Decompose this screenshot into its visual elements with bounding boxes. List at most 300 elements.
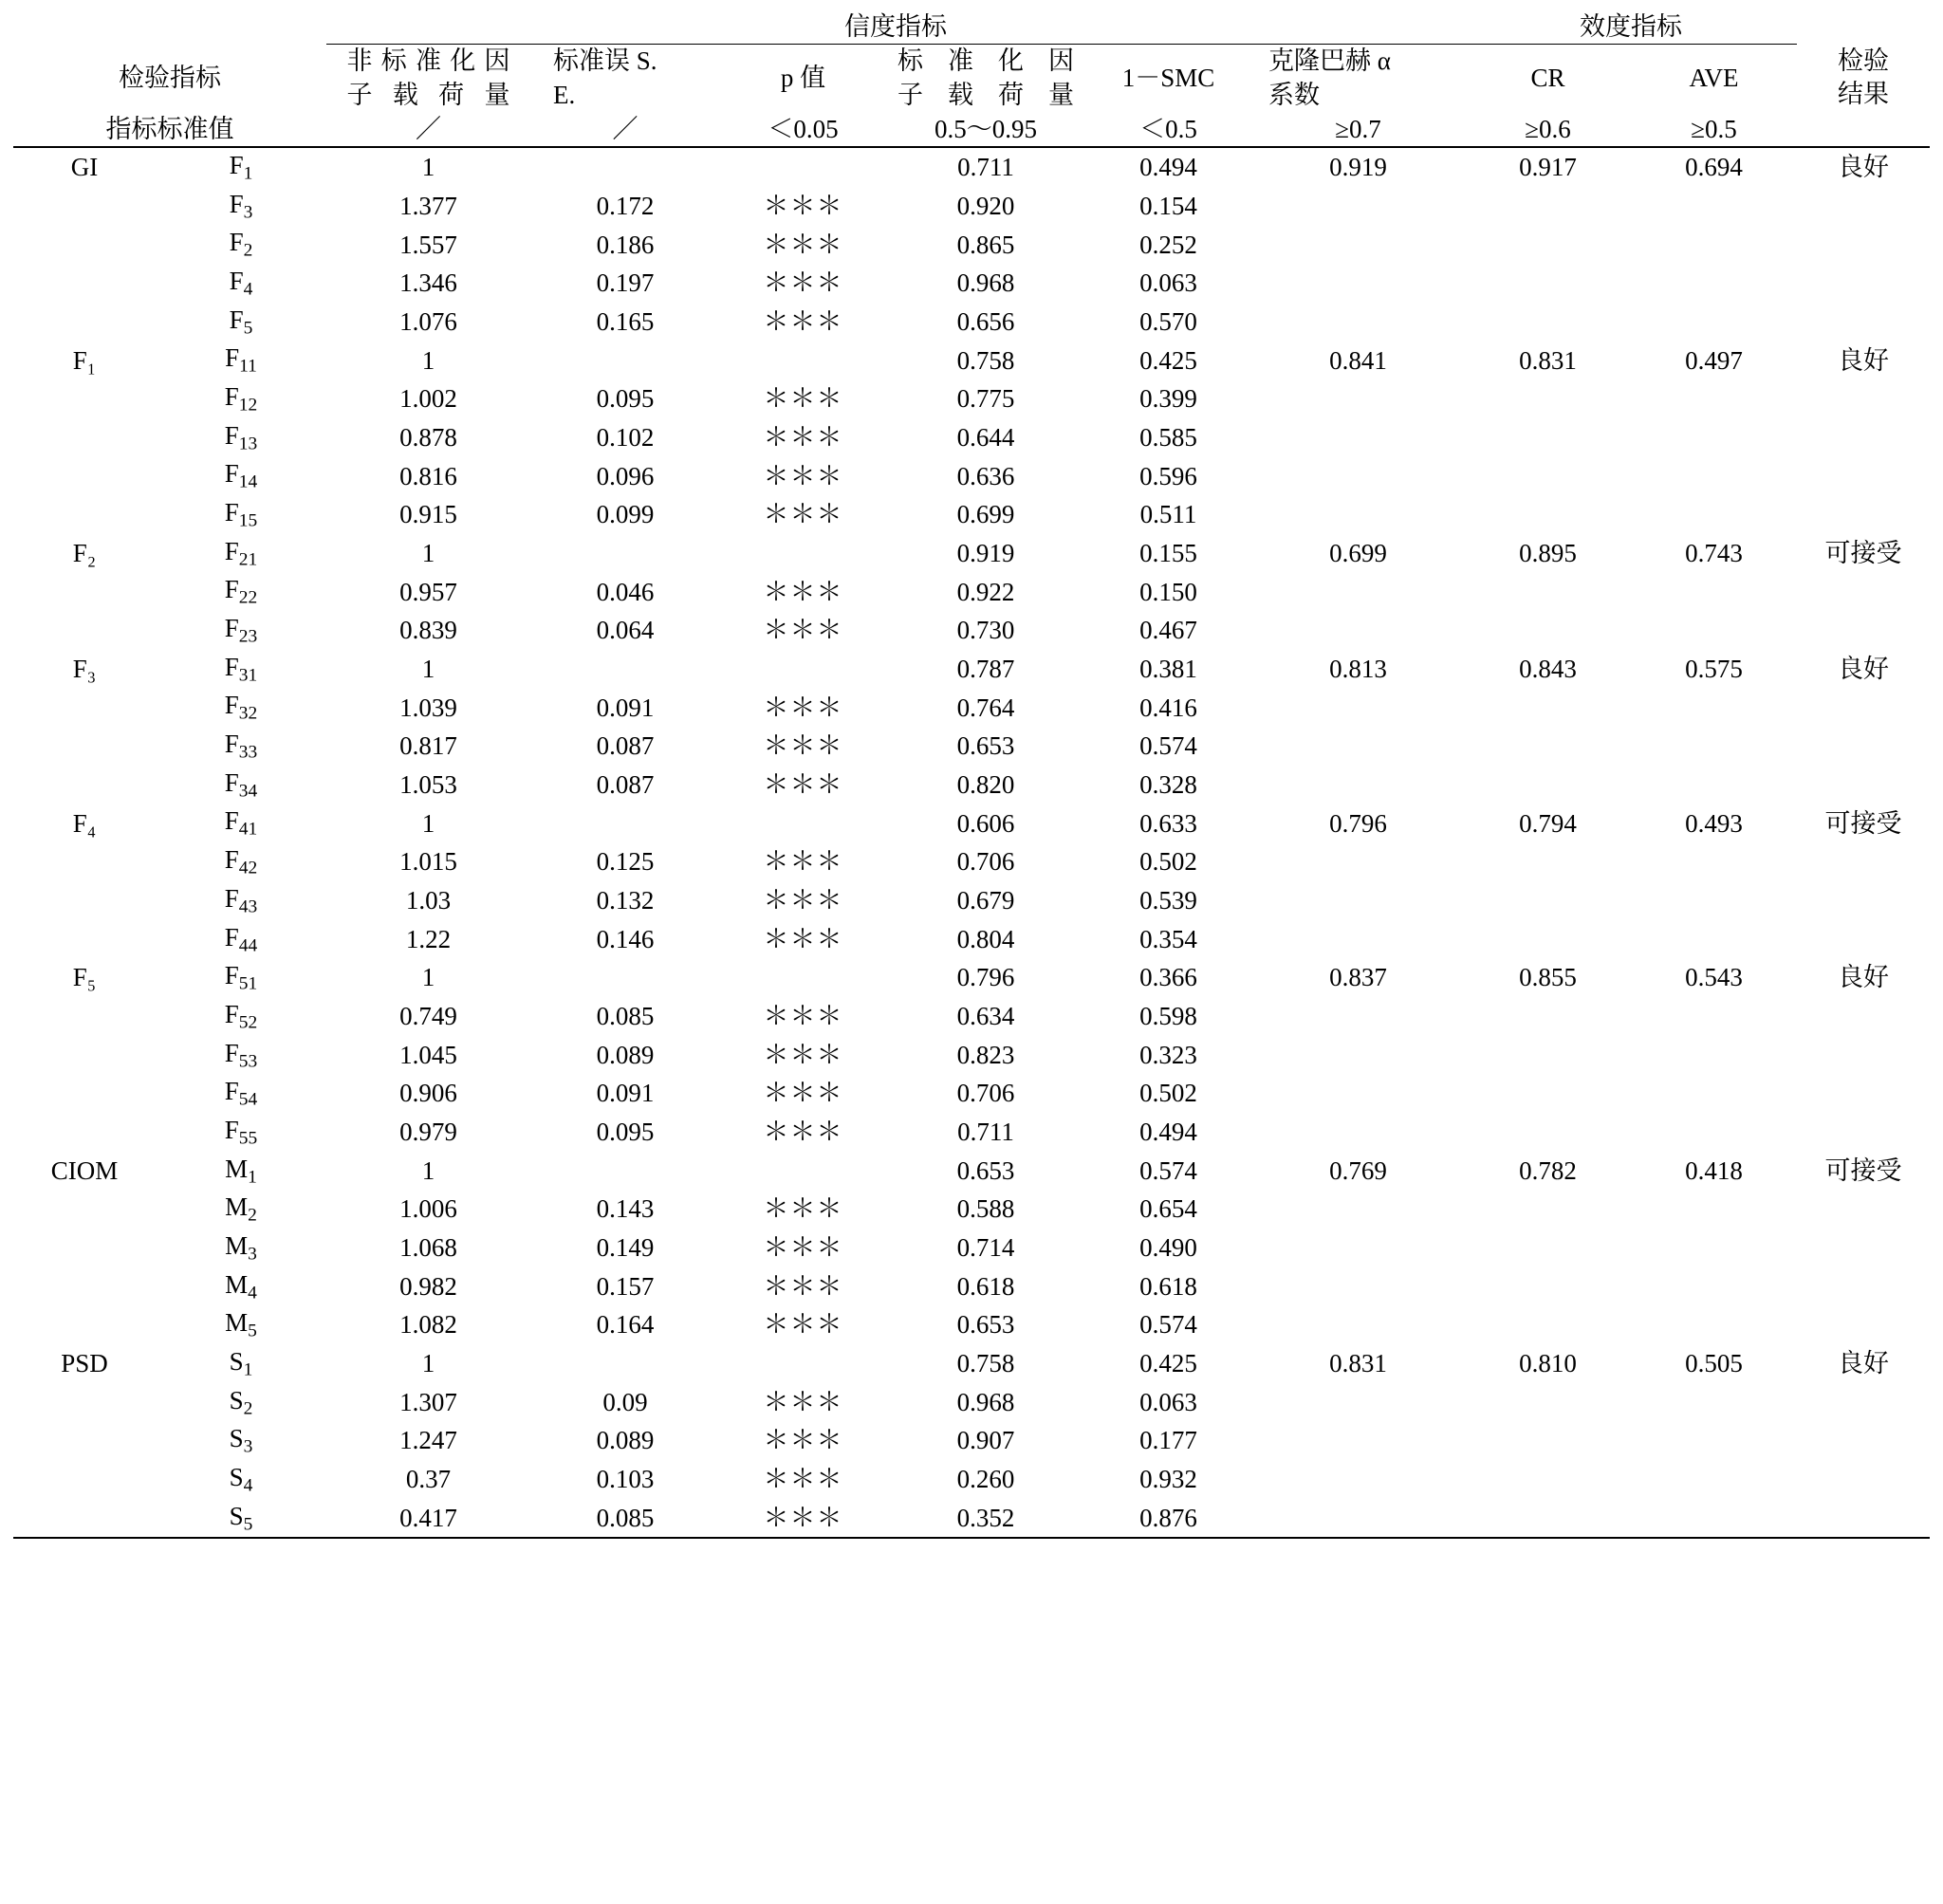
table-body <box>13 147 1930 1538</box>
row-alpha <box>1251 418 1465 457</box>
row-unstd-load: 1.053 <box>399 769 457 799</box>
row-unstd-load: 0.816 <box>399 461 457 490</box>
row-smc: 0.425 <box>1139 1349 1197 1377</box>
table-row <box>13 1344 1930 1383</box>
row-indicator-subscript: 13 <box>238 434 258 454</box>
column-header-std-load-line1: 标准化因 <box>897 46 1074 76</box>
row-pvalue: ＊＊＊ <box>763 306 843 336</box>
row-unstd-load: 1 <box>421 345 435 375</box>
row-category: CIOM <box>50 1155 119 1185</box>
row-ave <box>1631 766 1797 804</box>
validity-reliability-table <box>13 9 1930 1539</box>
table-row <box>13 456 1930 495</box>
row-pvalue: ＊＊＊ <box>763 1503 843 1532</box>
row-ave: 0.493 <box>1685 808 1743 838</box>
row-ave <box>1631 842 1797 881</box>
row-result <box>1797 495 1930 534</box>
table-row <box>13 727 1930 766</box>
row-unstd-load: 1 <box>421 538 435 567</box>
row-result <box>1797 418 1930 457</box>
row-alpha: 0.813 <box>1329 654 1387 683</box>
row-indicator-subscript: 33 <box>238 742 258 763</box>
row-indicator <box>156 495 326 534</box>
row-ave <box>1631 572 1797 611</box>
row-alpha: 0.841 <box>1329 345 1387 375</box>
row-pvalue: ＊＊＊ <box>763 1465 843 1494</box>
row-alpha <box>1251 495 1465 534</box>
row-indicator-subscript: 34 <box>238 781 258 802</box>
row-alpha <box>1251 881 1465 920</box>
row-ave <box>1631 1499 1797 1539</box>
row-ave <box>1631 1460 1797 1499</box>
row-smc: 0.416 <box>1139 693 1197 722</box>
row-indicator-base: F <box>224 498 239 527</box>
row-category <box>13 881 156 920</box>
row-cr <box>1465 572 1631 611</box>
row-ave <box>1631 1036 1797 1075</box>
row-indicator <box>156 727 326 766</box>
row-cr <box>1465 264 1631 303</box>
row-indicator-base: F <box>224 883 239 913</box>
row-unstd-load: 1.039 <box>399 693 457 722</box>
row-unstd-load: 1.03 <box>405 885 452 915</box>
row-indicator <box>156 187 326 226</box>
row-unstd-load: 0.878 <box>399 422 457 452</box>
row-alpha: 0.769 <box>1329 1155 1387 1185</box>
row-indicator-subscript: 1 <box>243 163 253 184</box>
row-indicator-base: F <box>224 999 239 1028</box>
row-indicator-subscript: 5 <box>248 1321 257 1341</box>
row-smc: 0.494 <box>1139 1117 1197 1146</box>
row-se: 0.143 <box>596 1194 655 1224</box>
row-std-load: 0.922 <box>956 577 1015 606</box>
row-std-load: 0.823 <box>956 1040 1015 1069</box>
row-cr <box>1465 920 1631 959</box>
row-smc: 0.618 <box>1139 1271 1197 1301</box>
column-header-unstd-load-line1: 非标准化因 <box>346 46 510 76</box>
column-header-se-line1: 标准误 S. <box>553 46 657 76</box>
table-row <box>13 1421 1930 1460</box>
row-indicator-base: F <box>229 305 244 334</box>
row-indicator-base: F <box>224 691 239 720</box>
row-alpha <box>1251 1036 1465 1075</box>
row-indicator <box>156 379 326 418</box>
row-std-load: 0.711 <box>957 1117 1014 1146</box>
table-row <box>13 264 1930 303</box>
row-smc: 0.876 <box>1139 1503 1197 1532</box>
row-alpha <box>1251 572 1465 611</box>
table-row <box>13 1460 1930 1499</box>
row-se: 0.089 <box>596 1426 655 1455</box>
row-pvalue: ＊＊＊ <box>763 924 843 953</box>
row-unstd-load: 0.37 <box>405 1465 452 1494</box>
column-header-alpha-line1: 克隆巴赫 α <box>1268 46 1391 76</box>
row-smc: 0.328 <box>1139 769 1197 799</box>
row-pvalue <box>720 534 886 573</box>
row-se: 0.197 <box>596 268 655 298</box>
row-alpha <box>1251 1421 1465 1460</box>
row-alpha: 0.796 <box>1329 808 1387 838</box>
row-indicator-subscript: 53 <box>238 1050 258 1071</box>
row-category <box>13 1190 156 1229</box>
row-ave: 0.543 <box>1685 963 1743 992</box>
row-ave: 0.497 <box>1685 345 1743 375</box>
row-alpha <box>1251 379 1465 418</box>
row-cr <box>1465 688 1631 727</box>
row-alpha <box>1251 1499 1465 1539</box>
row-category <box>13 572 156 611</box>
table-row <box>13 611 1930 650</box>
table-row <box>13 1383 1930 1422</box>
row-se: 0.091 <box>596 693 655 722</box>
row-indicator-subscript: 4 <box>243 1475 253 1496</box>
row-indicator-subscript: 1 <box>248 1166 257 1187</box>
row-category <box>13 1383 156 1422</box>
table-row <box>13 225 1930 264</box>
standard-value-unstd: ／ <box>416 114 441 143</box>
row-se <box>530 650 720 689</box>
row-cr <box>1465 1305 1631 1344</box>
row-alpha <box>1251 842 1465 881</box>
row-ave: 0.418 <box>1685 1155 1743 1185</box>
row-indicator-base: F <box>229 189 244 218</box>
row-smc: 0.494 <box>1139 153 1197 182</box>
row-result <box>1797 997 1930 1036</box>
row-category: PSD <box>61 1349 108 1377</box>
row-ave <box>1631 727 1797 766</box>
row-smc: 0.574 <box>1139 1155 1197 1185</box>
row-se <box>530 341 720 379</box>
table-row <box>13 842 1930 881</box>
row-ave: 0.743 <box>1685 538 1743 567</box>
row-indicator-subscript: 51 <box>238 973 258 994</box>
row-se: 0.099 <box>596 500 655 529</box>
row-indicator <box>156 804 326 842</box>
row-ave <box>1631 1305 1797 1344</box>
row-category <box>13 727 156 766</box>
column-header-se <box>530 45 720 112</box>
standard-value-smc: ＜0.5 <box>1139 114 1197 143</box>
row-indicator <box>156 1383 326 1422</box>
row-indicator-base: F <box>224 1038 239 1067</box>
row-unstd-load: 1.377 <box>399 191 457 220</box>
row-indicator <box>156 688 326 727</box>
table-row <box>13 147 1930 187</box>
row-indicator-base: F <box>229 267 244 296</box>
spacer-cell <box>1797 9 1930 45</box>
row-indicator-base: F <box>224 382 239 412</box>
row-cr <box>1465 881 1631 920</box>
table-row <box>13 534 1930 573</box>
row-alpha <box>1251 611 1465 650</box>
row-smc: 0.381 <box>1139 654 1197 683</box>
row-pvalue: ＊＊＊ <box>763 422 843 452</box>
group-header-validity: 效度指标 <box>1465 9 1797 45</box>
row-alpha <box>1251 264 1465 303</box>
row-ave: 0.575 <box>1685 654 1743 683</box>
row-indicator <box>156 1344 326 1383</box>
row-indicator-subscript: 32 <box>238 703 258 724</box>
column-header-alpha-line2: 系数 <box>1268 80 1320 109</box>
row-indicator-base: F <box>224 652 239 681</box>
row-result: 良好 <box>1838 1349 1889 1377</box>
row-std-load: 0.260 <box>956 1465 1015 1494</box>
row-se: 0.085 <box>596 1503 655 1532</box>
column-header-ave: AVE <box>1689 64 1739 93</box>
row-unstd-load: 0.417 <box>399 1503 457 1532</box>
row-cr <box>1465 1229 1631 1267</box>
row-ave <box>1631 881 1797 920</box>
row-alpha <box>1251 1229 1465 1267</box>
standard-value-alpha: ≥0.7 <box>1335 114 1381 143</box>
row-smc: 0.252 <box>1139 230 1197 259</box>
row-std-load: 0.764 <box>956 693 1015 722</box>
table-row <box>13 1190 1930 1229</box>
row-pvalue: ＊＊＊ <box>763 885 843 915</box>
row-pvalue: ＊＊＊ <box>763 1310 843 1340</box>
row-ave <box>1631 187 1797 226</box>
table-row <box>13 881 1930 920</box>
standard-value-se: ／ <box>612 114 638 143</box>
row-indicator-base: F <box>224 730 239 759</box>
row-std-load: 0.699 <box>956 500 1015 529</box>
row-pvalue: ＊＊＊ <box>763 1271 843 1301</box>
row-alpha: 0.919 <box>1329 153 1387 182</box>
row-indicator-base: S <box>229 1424 244 1453</box>
standard-value-ave: ≥0.5 <box>1691 114 1737 143</box>
row-category <box>13 1460 156 1499</box>
row-indicator <box>156 958 326 997</box>
row-pvalue: ＊＊＊ <box>763 693 843 722</box>
row-unstd-load: 1.346 <box>399 268 457 298</box>
row-se: 0.165 <box>596 306 655 336</box>
row-ave: 0.505 <box>1685 1349 1743 1377</box>
row-result: 可接受 <box>1824 538 1902 567</box>
row-unstd-load: 1 <box>421 654 435 683</box>
row-indicator-subscript: 54 <box>238 1089 258 1110</box>
row-se <box>530 1344 720 1383</box>
row-category <box>13 611 156 650</box>
row-result <box>1797 1267 1930 1306</box>
row-smc: 0.354 <box>1139 924 1197 953</box>
row-indicator-base: F <box>224 536 239 565</box>
row-result <box>1797 1460 1930 1499</box>
table-row <box>13 418 1930 457</box>
row-result: 良好 <box>1838 963 1889 992</box>
row-result <box>1797 766 1930 804</box>
row-smc: 0.467 <box>1139 616 1197 645</box>
column-header-alpha <box>1251 45 1465 112</box>
row-indicator <box>156 1074 326 1113</box>
row-alpha <box>1251 727 1465 766</box>
table-row <box>13 958 1930 997</box>
row-category <box>13 456 156 495</box>
row-category <box>13 303 156 342</box>
row-result <box>1797 303 1930 342</box>
row-se: 0.046 <box>596 577 655 606</box>
row-std-load: 0.730 <box>956 616 1015 645</box>
row-pvalue: ＊＊＊ <box>763 230 843 259</box>
row-cr: 0.810 <box>1519 1349 1577 1377</box>
row-ave <box>1631 1074 1797 1113</box>
row-indicator-subscript: 3 <box>248 1244 257 1265</box>
row-smc: 0.502 <box>1139 1079 1197 1108</box>
spacer-cell <box>13 9 156 45</box>
table-row <box>13 997 1930 1036</box>
row-result <box>1797 842 1930 881</box>
row-category <box>13 495 156 534</box>
row-indicator <box>156 1036 326 1075</box>
row-cr <box>1465 1267 1631 1306</box>
row-indicator-base: F <box>224 845 239 875</box>
row-indicator-base: M <box>225 1154 249 1183</box>
row-indicator-base: F <box>224 1077 239 1106</box>
row-indicator-subscript: 2 <box>248 1205 257 1226</box>
row-indicator-base: F <box>224 420 239 450</box>
row-pvalue: ＊＊＊ <box>763 769 843 799</box>
row-std-load: 0.588 <box>956 1194 1015 1224</box>
row-result <box>1797 1113 1930 1152</box>
row-indicator <box>156 534 326 573</box>
row-indicator-subscript: 3 <box>243 202 253 223</box>
row-std-load: 0.706 <box>956 847 1015 877</box>
column-header-category: 检验指标 <box>119 64 221 93</box>
standard-value-std: 0.5～0.95 <box>934 114 1037 143</box>
row-indicator <box>156 1113 326 1152</box>
row-pvalue: ＊＊＊ <box>763 1040 843 1069</box>
row-result <box>1797 456 1930 495</box>
row-pvalue: ＊＊＊ <box>763 1232 843 1262</box>
row-indicator-subscript: 3 <box>243 1436 253 1457</box>
row-indicator <box>156 1460 326 1499</box>
row-unstd-load: 0.957 <box>399 577 457 606</box>
table-row <box>13 379 1930 418</box>
table-row <box>13 688 1930 727</box>
row-std-load: 0.644 <box>956 422 1015 452</box>
row-std-load: 0.775 <box>956 384 1015 414</box>
row-result <box>1797 1383 1930 1422</box>
row-cr <box>1465 187 1631 226</box>
row-smc: 0.150 <box>1139 577 1197 606</box>
row-smc: 0.154 <box>1139 191 1197 220</box>
row-result <box>1797 1499 1930 1539</box>
row-indicator-subscript: 5 <box>243 318 253 339</box>
row-alpha <box>1251 997 1465 1036</box>
row-std-load: 0.787 <box>956 654 1015 683</box>
row-indicator-base: M <box>225 1308 249 1338</box>
row-pvalue: ＊＊＊ <box>763 1194 843 1224</box>
row-pvalue <box>720 1152 886 1191</box>
column-header-std-load-line2: 子载荷量 <box>897 80 1074 109</box>
column-header-cr: CR <box>1530 64 1565 93</box>
row-pvalue: ＊＊＊ <box>763 1001 843 1030</box>
row-cr <box>1465 997 1631 1036</box>
row-smc: 0.654 <box>1139 1194 1197 1224</box>
row-category <box>13 997 156 1036</box>
standard-values-row <box>13 112 1930 147</box>
row-indicator <box>156 842 326 881</box>
row-smc: 0.585 <box>1139 422 1197 452</box>
row-category <box>13 418 156 457</box>
row-unstd-load: 1.076 <box>399 306 457 336</box>
row-std-load: 0.804 <box>956 924 1015 953</box>
row-category <box>13 766 156 804</box>
table-row <box>13 341 1930 379</box>
row-category: F₃ <box>72 654 97 683</box>
row-smc: 0.177 <box>1139 1426 1197 1455</box>
row-ave <box>1631 1190 1797 1229</box>
row-alpha: 0.831 <box>1329 1349 1387 1377</box>
row-indicator-base: M <box>225 1230 249 1260</box>
row-pvalue: ＊＊＊ <box>763 616 843 645</box>
row-se: 0.095 <box>596 384 655 414</box>
row-pvalue: ＊＊＊ <box>763 1079 843 1108</box>
column-header-pvalue: p 值 <box>780 64 826 93</box>
row-unstd-load: 0.915 <box>399 500 457 529</box>
row-std-load: 0.920 <box>956 191 1015 220</box>
row-cr: 0.831 <box>1519 345 1577 375</box>
row-indicator-base: F <box>224 1115 239 1144</box>
standard-values-label: 指标标准值 <box>105 114 234 143</box>
row-std-load: 0.968 <box>956 1387 1015 1416</box>
row-indicator-base: F <box>229 151 244 180</box>
row-indicator-base: F <box>229 228 244 257</box>
row-pvalue: ＊＊＊ <box>763 384 843 414</box>
row-category: GI <box>70 153 99 182</box>
row-indicator-base: F <box>224 767 239 797</box>
row-indicator-subscript: 1 <box>243 1359 253 1380</box>
row-unstd-load: 0.839 <box>399 616 457 645</box>
row-smc: 0.366 <box>1139 963 1197 992</box>
row-se: 0.164 <box>596 1310 655 1340</box>
row-pvalue <box>720 147 886 187</box>
row-cr <box>1465 1074 1631 1113</box>
row-smc: 0.490 <box>1139 1232 1197 1262</box>
column-header-unstd-load-line2: 子载荷量 <box>346 80 510 109</box>
row-unstd-load: 1.082 <box>399 1310 457 1340</box>
row-std-load: 0.679 <box>956 885 1015 915</box>
row-indicator-subscript: 22 <box>238 587 258 608</box>
table-row <box>13 495 1930 534</box>
row-indicator <box>156 766 326 804</box>
row-pvalue: ＊＊＊ <box>763 268 843 298</box>
row-ave <box>1631 997 1797 1036</box>
row-smc: 0.598 <box>1139 1001 1197 1030</box>
row-alpha <box>1251 1305 1465 1344</box>
row-indicator <box>156 264 326 303</box>
row-std-load: 0.968 <box>956 268 1015 298</box>
row-result <box>1797 611 1930 650</box>
row-indicator-subscript: 14 <box>238 471 258 492</box>
row-smc: 0.633 <box>1139 808 1197 838</box>
row-ave <box>1631 418 1797 457</box>
row-std-load: 0.656 <box>956 306 1015 336</box>
row-se: 0.096 <box>596 461 655 490</box>
row-unstd-load: 1.006 <box>399 1194 457 1224</box>
row-unstd-load: 1.015 <box>399 847 457 877</box>
row-indicator-base: F <box>224 922 239 952</box>
row-indicator-subscript: 12 <box>238 395 258 416</box>
row-pvalue: ＊＊＊ <box>763 847 843 877</box>
row-se: 0.125 <box>596 847 655 877</box>
row-cr: 0.843 <box>1519 654 1577 683</box>
row-std-load: 0.907 <box>956 1426 1015 1455</box>
row-std-load: 0.758 <box>956 345 1015 375</box>
row-se <box>530 1152 720 1191</box>
row-std-load: 0.634 <box>956 1001 1015 1030</box>
row-cr <box>1465 842 1631 881</box>
row-category <box>13 187 156 226</box>
